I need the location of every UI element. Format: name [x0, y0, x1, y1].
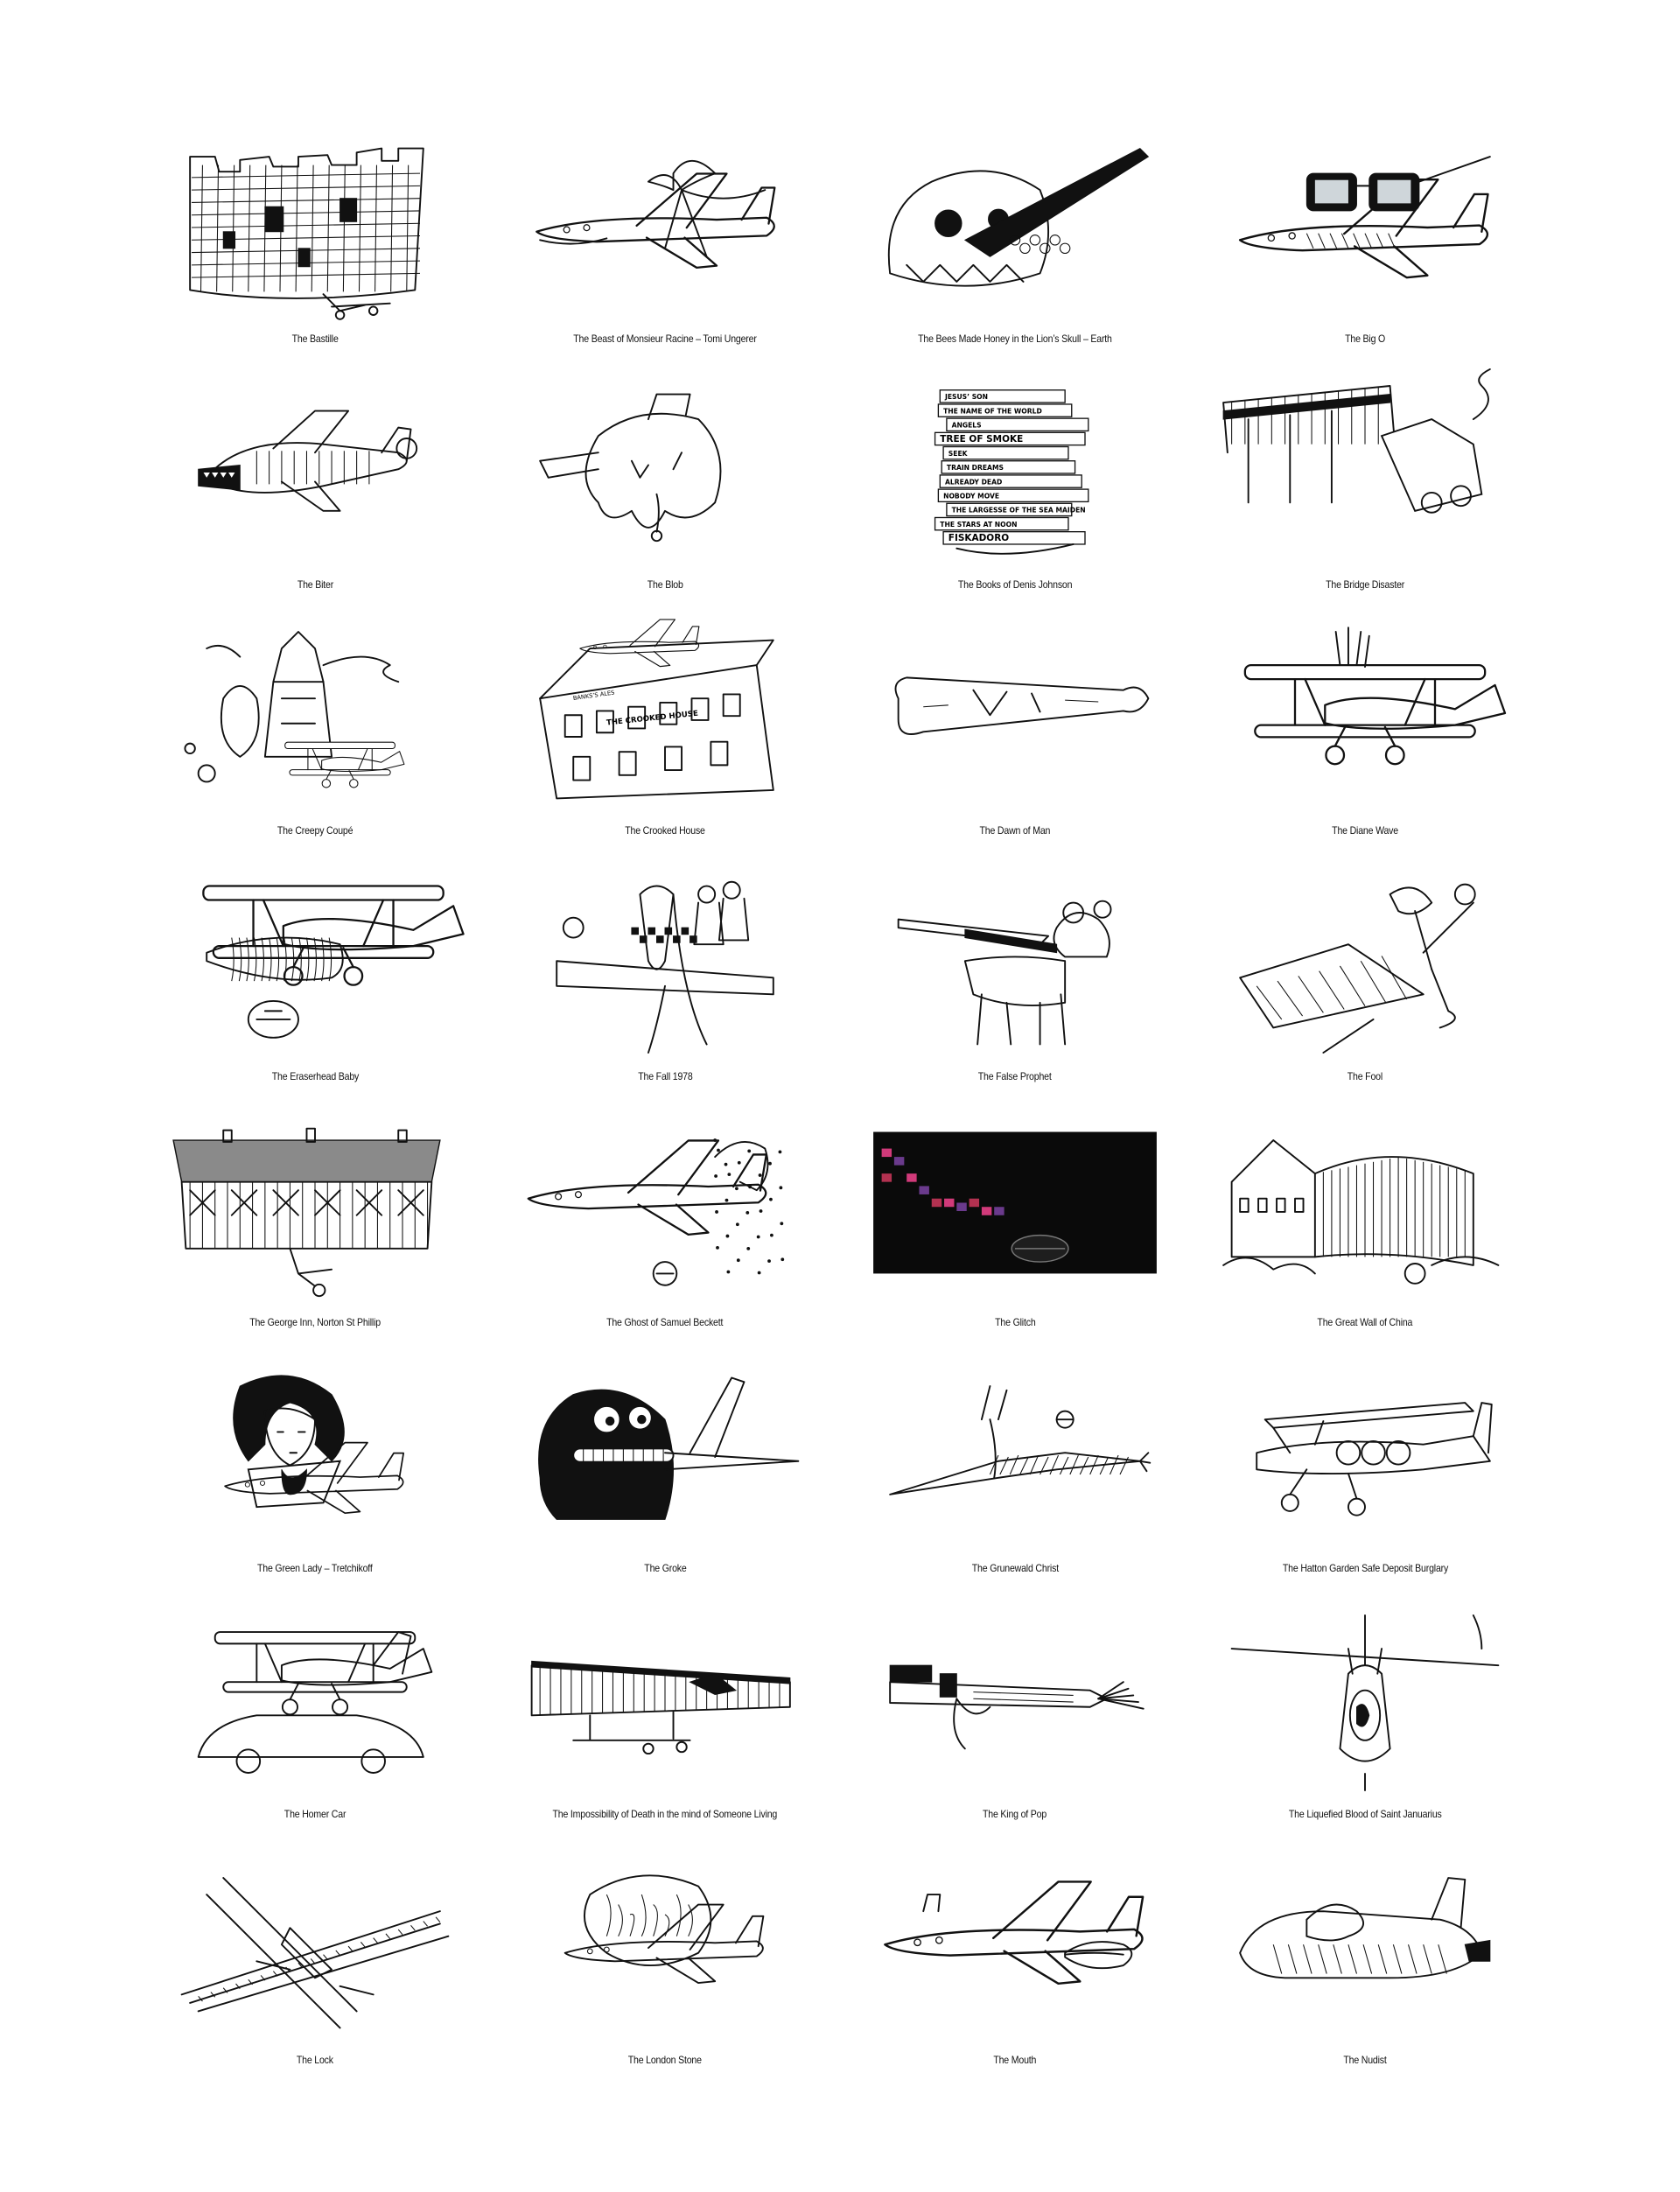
- illustration-caption: The Diane Wave: [1332, 824, 1398, 837]
- illustration-bees: [840, 131, 1190, 377]
- illustration-caption: The King of Pop: [983, 1808, 1047, 1820]
- glove-plane-icon: [858, 1607, 1172, 1799]
- tudor-inn-icon: [158, 1115, 472, 1307]
- illustration-caption: The Grunewald Christ: [971, 1562, 1059, 1574]
- illustration-nudist: [1190, 1852, 1540, 2098]
- illustration-caption: The Creepy Coupé: [276, 824, 354, 837]
- book-stack-icon: [858, 377, 1172, 570]
- illustration-caption: The London Stone: [627, 2054, 703, 2066]
- sunglasses-plane-icon: [1208, 131, 1522, 324]
- illustration-caption: The Dawn of Man: [979, 824, 1051, 837]
- bone-plane-icon: [858, 623, 1172, 816]
- illustration-king-pop: [840, 1607, 1190, 1852]
- lips-plane-icon: [858, 1852, 1172, 2045]
- illustration-beast: [490, 131, 840, 377]
- illustration-creepy: [140, 623, 490, 869]
- illustration-caption: The Blob: [647, 578, 683, 591]
- illustration-caption: The George Inn, Norton St Phillip: [249, 1316, 381, 1328]
- eraserhead-biplane-icon: [158, 869, 472, 1061]
- illustration-caption: The Homer Car: [284, 1808, 346, 1820]
- ghost-plane-icon: [508, 1115, 822, 1307]
- illustration-caption: The Green Lady – Tretchikoff: [257, 1562, 373, 1574]
- illustration-bridge: [1190, 377, 1540, 623]
- illustration-biter: [140, 377, 490, 623]
- illustration-januarius: [1190, 1607, 1540, 1852]
- book-spine-title: THE STARS AT NOON: [940, 520, 1018, 529]
- illustration-caption: The Mouth: [993, 2054, 1037, 2066]
- illustration-prophet: [840, 869, 1190, 1115]
- groke-plane-icon: [508, 1361, 822, 1553]
- monoplane-icon: [1208, 1361, 1522, 1553]
- book-spine-title: TRAIN DREAMS: [946, 464, 1004, 473]
- illustration-caption: The Fool: [1347, 1070, 1383, 1082]
- stone-plane-icon: [508, 1852, 822, 2045]
- jester-plane-icon: [1208, 869, 1522, 1061]
- illustration-george: [140, 1115, 490, 1361]
- canal-lock-plane-icon: [158, 1852, 472, 2045]
- illustration-grunewald: [840, 1361, 1190, 1607]
- illustration-caption: The Glitch: [994, 1316, 1036, 1328]
- car-biplane-icon: [158, 1607, 472, 1799]
- blob-plane-icon: [508, 377, 822, 570]
- zeppelin-icon: [508, 1607, 822, 1799]
- illustration-lock: [140, 1852, 490, 2098]
- crucifix-plane-icon: [858, 1361, 1172, 1553]
- illustration-caption: The Groke: [643, 1562, 687, 1574]
- illustration-groke: [490, 1361, 840, 1607]
- illustration-caption: The Impossibility of Death in the mind of Someone Living: [552, 1808, 778, 1820]
- illustration-caption: The Hatton Garden Safe Deposit Burglary: [1282, 1562, 1448, 1574]
- reliquary-helicopter-icon: [1208, 1607, 1522, 1799]
- illustration-caption: The Bastille: [291, 333, 339, 345]
- illustration-wall: [1190, 1115, 1540, 1361]
- illustration-crooked: [490, 623, 840, 869]
- illustration-glitch: [840, 1115, 1190, 1361]
- book-spine-title: THE NAME OF THE WORLD: [943, 407, 1042, 416]
- illustration-beckett: [490, 1115, 840, 1361]
- illustration-big-o: [1190, 131, 1540, 377]
- glitch-block-icon: [858, 1115, 1172, 1307]
- illustration-mouth: [840, 1852, 1190, 2098]
- ale-text: BANKS’S ALES: [572, 689, 615, 703]
- great-wall-icon: [1208, 1115, 1522, 1307]
- book-spine-title: TREE OF SMOKE: [940, 433, 1024, 445]
- illustration-eraserhead: [140, 869, 490, 1115]
- book-spine-title: ALREADY DEAD: [945, 478, 1003, 487]
- illustration-caption: The Crooked House: [625, 824, 705, 837]
- illustration-bastille: [140, 131, 490, 377]
- illustration-caption: The Ghost of Samuel Beckett: [606, 1316, 724, 1328]
- castle-plane-icon: [158, 131, 472, 324]
- ram-plane-icon: [858, 869, 1172, 1061]
- illustration-caption: The Eraserhead Baby: [271, 1070, 359, 1082]
- illustration-shark: [490, 1607, 840, 1852]
- illustration-london-stone: [490, 1852, 840, 2098]
- illustration-diane: [1190, 623, 1540, 869]
- illustration-caption: The Lock: [296, 2054, 334, 2066]
- illustration-caption: The Great Wall of China: [1317, 1316, 1413, 1328]
- illustration-fall: [490, 869, 840, 1115]
- portrait-plane-icon: [158, 1361, 472, 1553]
- illustration-caption: The Beast of Monsieur Racine – Tomi Ungerer: [573, 333, 757, 345]
- illustration-caption: The Nudist: [1343, 2054, 1387, 2066]
- lion-skull-plane-icon: [858, 131, 1172, 324]
- illustration-green-lady: [140, 1361, 490, 1607]
- sign-text: THE CROOKED HOUSE: [606, 709, 699, 728]
- reclining-plane-icon: [1208, 1852, 1522, 2045]
- illustration-grid: [140, 131, 1540, 2098]
- figures-plane-icon: [508, 869, 822, 1061]
- illustration-caption: The Fall 1978: [637, 1070, 693, 1082]
- illustration-caption: The Liquefied Blood of Saint Januarius: [1288, 1808, 1442, 1820]
- illustration-caption: The Bridge Disaster: [1326, 578, 1404, 591]
- illustration-caption: The Books of Denis Johnson: [957, 578, 1073, 591]
- book-spine-title: THE LARGESSE OF THE SEA MAIDEN: [951, 506, 1086, 515]
- illustration-caption: The Biter: [297, 578, 333, 591]
- illustration-caption: The Bees Made Honey in the Lion’s Skull – Earth: [918, 333, 1112, 345]
- illustration-caption: The False Prophet: [978, 1070, 1052, 1082]
- illustration-blob: [490, 377, 840, 623]
- bridge-train-icon: [1208, 377, 1522, 570]
- creepy-coupe-icon: [158, 623, 472, 816]
- book-spine-title: FISKADORO: [948, 533, 1010, 544]
- book-spine-title: NOBODY MOVE: [943, 492, 1000, 501]
- toothed-plane-icon: [158, 377, 472, 570]
- illustration-homer: [140, 1607, 490, 1852]
- illustration-books: [840, 377, 1190, 623]
- crooked-house-icon: [508, 623, 822, 816]
- book-spine-title: ANGELS: [951, 421, 982, 430]
- illustration-caption: The Big O: [1345, 333, 1385, 345]
- waving-biplane-icon: [1208, 623, 1522, 816]
- illustration-fool: [1190, 869, 1540, 1115]
- book-spine-title: SEEK: [948, 450, 968, 458]
- illustration-hatton: [1190, 1361, 1540, 1607]
- illustration-dawn: [840, 623, 1190, 869]
- ribboned-plane-icon: [508, 131, 822, 324]
- book-spine-title: JESUS’ SON: [945, 393, 989, 402]
